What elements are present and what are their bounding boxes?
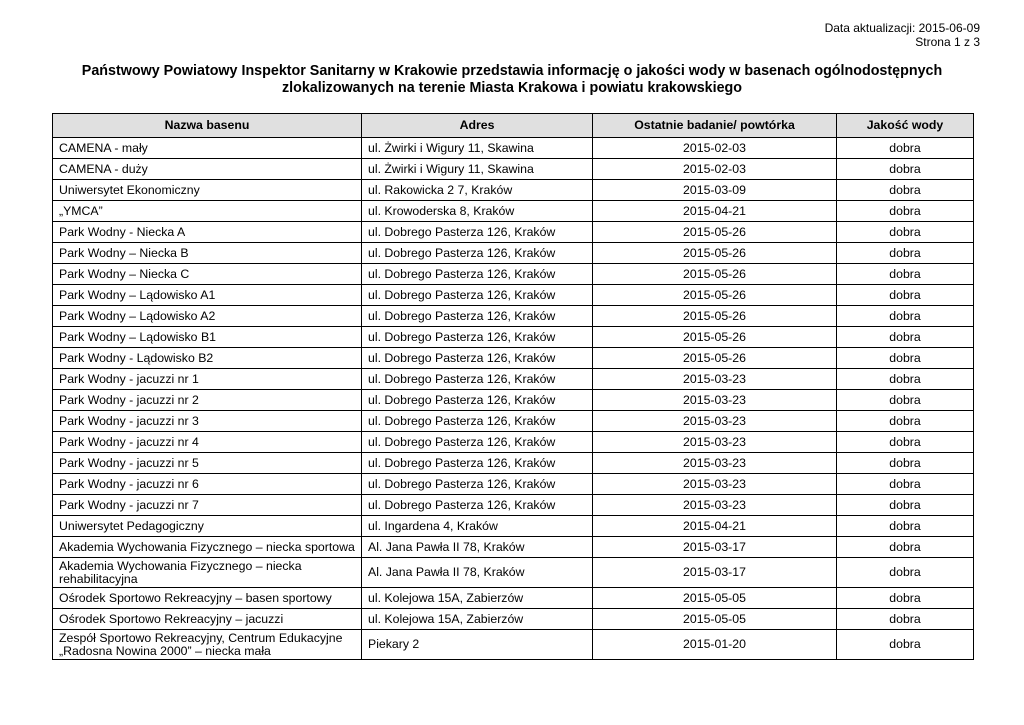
pool-name-cell: Uniwersytet Pedagogiczny [53,516,362,537]
water-quality-cell: dobra [837,432,974,453]
update-date: Data aktualizacji: 2015-06-09 [824,21,980,35]
address-cell: ul. Dobrego Pasterza 126, Kraków [362,264,593,285]
pool-name-cell: Akademia Wychowania Fizycznego – niecka sportowa [53,537,362,558]
table-row [53,474,974,495]
address-cell: ul. Kolejowa 15A, Zabierzów [362,588,593,609]
pool-name-cell: Park Wodny – Niecka B [53,243,362,264]
last-test-cell: 2015-05-26 [593,348,837,369]
address-cell: ul. Dobrego Pasterza 126, Kraków [362,453,593,474]
address-cell: ul. Dobrego Pasterza 126, Kraków [362,348,593,369]
document-title: Państwowy Powiatowy Inspektor Sanitarny w Krakowie przedstawia informację o jakości wody w basenach ogólnodostępnych zlokalizowanych na terenie Miasta Krakowa i powiatu krakowskiego [81,63,943,96]
table-row [53,264,974,285]
table-row [53,495,974,516]
last-test-cell: 2015-03-23 [593,390,837,411]
address-cell: ul. Dobrego Pasterza 126, Kraków [362,306,593,327]
last-test-cell: 2015-03-23 [593,369,837,390]
pool-name-cell: Park Wodny - jacuzzi nr 4 [53,432,362,453]
address-cell: ul. Krowoderska 8, Kraków [362,201,593,222]
water-quality-cell: dobra [837,306,974,327]
water-quality-cell: dobra [837,630,974,660]
address-cell: ul. Kolejowa 15A, Zabierzów [362,609,593,630]
table-row [53,432,974,453]
last-test-cell: 2015-03-23 [593,495,837,516]
last-test-cell: 2015-02-03 [593,159,837,180]
water-quality-cell: dobra [837,588,974,609]
table-header-row [53,114,974,138]
table-row [53,630,974,660]
pool-name-cell: CAMENA - duży [53,159,362,180]
water-quality-cell: dobra [837,609,974,630]
water-quality-cell: dobra [837,411,974,432]
pool-name-cell: Park Wodny - jacuzzi nr 1 [53,369,362,390]
water-quality-cell: dobra [837,327,974,348]
pool-name-cell: Park Wodny - Niecka A [53,222,362,243]
last-test-cell: 2015-05-26 [593,222,837,243]
address-cell: ul. Dobrego Pasterza 126, Kraków [362,432,593,453]
table-row [53,285,974,306]
last-test-cell: 2015-03-23 [593,453,837,474]
table-row [53,138,974,159]
water-quality-cell: dobra [837,285,974,306]
last-test-cell: 2015-05-26 [593,243,837,264]
last-test-cell: 2015-05-26 [593,285,837,306]
pool-name-cell: Park Wodny - jacuzzi nr 5 [53,453,362,474]
address-cell: ul. Żwirki i Wigury 11, Skawina [362,159,593,180]
water-quality-cell: dobra [837,201,974,222]
address-cell: ul. Żwirki i Wigury 11, Skawina [362,138,593,159]
pool-name-cell: Zespół Sportowo Rekreacyjny, Centrum Edukacyjne „Radosna Nowina 2000” – niecka mała [53,630,362,660]
last-test-cell: 2015-03-23 [593,474,837,495]
address-cell: ul. Dobrego Pasterza 126, Kraków [362,390,593,411]
address-cell: ul. Dobrego Pasterza 126, Kraków [362,243,593,264]
table-row [53,516,974,537]
pool-name-cell: Uniwersytet Ekonomiczny [53,180,362,201]
last-test-cell: 2015-04-21 [593,516,837,537]
last-test-cell: 2015-05-26 [593,306,837,327]
address-cell: Al. Jana Pawła II 78, Kraków [362,537,593,558]
pool-name-cell: Ośrodek Sportowo Rekreacyjny – jacuzzi [53,609,362,630]
water-quality-cell: dobra [837,138,974,159]
table-row [53,588,974,609]
water-quality-cell: dobra [837,390,974,411]
table-row [53,243,974,264]
table-row [53,453,974,474]
page-number: Strona 1 z 3 [915,35,980,49]
pool-name-cell: Park Wodny - jacuzzi nr 3 [53,411,362,432]
address-cell: ul. Dobrego Pasterza 126, Kraków [362,411,593,432]
last-test-cell: 2015-01-20 [593,630,837,660]
table-row [53,558,974,588]
last-test-cell: 2015-05-26 [593,264,837,285]
water-quality-cell: dobra [837,159,974,180]
table-row [53,222,974,243]
table-row [53,180,974,201]
table-row [53,390,974,411]
col-header-pool-name: Nazwa basenu [53,114,362,138]
address-cell: ul. Rakowicka 2 7, Kraków [362,180,593,201]
water-quality-cell: dobra [837,243,974,264]
table-row [53,609,974,630]
pool-name-cell: „YMCA” [53,201,362,222]
pool-name-cell: Park Wodny - Lądowisko B2 [53,348,362,369]
pool-name-cell: Park Wodny – Lądowisko B1 [53,327,362,348]
address-cell: Piekary 2 [362,630,593,660]
water-quality-cell: dobra [837,474,974,495]
pool-quality-table [52,113,974,660]
table-row [53,159,974,180]
pool-name-cell: Akademia Wychowania Fizycznego – niecka rehabilitacyjna [53,558,362,588]
table-row [53,306,974,327]
last-test-cell: 2015-05-26 [593,327,837,348]
address-cell: ul. Ingardena 4, Kraków [362,516,593,537]
table-row [53,369,974,390]
table-row [53,327,974,348]
pool-name-cell: Ośrodek Sportowo Rekreacyjny – basen sportowy [53,588,362,609]
last-test-cell: 2015-05-05 [593,588,837,609]
last-test-cell: 2015-03-17 [593,558,837,588]
last-test-cell: 2015-03-09 [593,180,837,201]
address-cell: ul. Dobrego Pasterza 126, Kraków [362,222,593,243]
water-quality-cell: dobra [837,558,974,588]
col-header-last-test: Ostatnie badanie/ powtórka [593,114,837,138]
table-row [53,348,974,369]
address-cell: ul. Dobrego Pasterza 126, Kraków [362,495,593,516]
address-cell: ul. Dobrego Pasterza 126, Kraków [362,474,593,495]
address-cell: ul. Dobrego Pasterza 126, Kraków [362,285,593,306]
last-test-cell: 2015-02-03 [593,138,837,159]
water-quality-cell: dobra [837,180,974,201]
water-quality-cell: dobra [837,348,974,369]
pool-name-cell: Park Wodny - jacuzzi nr 6 [53,474,362,495]
table-row [53,537,974,558]
document-meta [825,21,980,49]
water-quality-cell: dobra [837,264,974,285]
pool-name-cell: Park Wodny - jacuzzi nr 2 [53,390,362,411]
table-row [53,201,974,222]
pool-name-cell: Park Wodny – Niecka C [53,264,362,285]
address-cell: ul. Dobrego Pasterza 126, Kraków [362,369,593,390]
pool-name-cell: Park Wodny – Lądowisko A1 [53,285,362,306]
water-quality-cell: dobra [837,222,974,243]
last-test-cell: 2015-03-23 [593,411,837,432]
last-test-cell: 2015-03-23 [593,432,837,453]
col-header-water-quality: Jakość wody [837,114,974,138]
address-cell: Al. Jana Pawła II 78, Kraków [362,558,593,588]
pool-name-cell: Park Wodny - jacuzzi nr 7 [53,495,362,516]
last-test-cell: 2015-04-21 [593,201,837,222]
water-quality-cell: dobra [837,453,974,474]
water-quality-cell: dobra [837,495,974,516]
water-quality-cell: dobra [837,537,974,558]
water-quality-cell: dobra [837,516,974,537]
last-test-cell: 2015-05-05 [593,609,837,630]
pool-name-cell: Park Wodny – Lądowisko A2 [53,306,362,327]
address-cell: ul. Dobrego Pasterza 126, Kraków [362,327,593,348]
water-quality-cell: dobra [837,369,974,390]
table-row [53,411,974,432]
last-test-cell: 2015-03-17 [593,537,837,558]
pool-name-cell: CAMENA - mały [53,138,362,159]
col-header-address: Adres [362,114,593,138]
